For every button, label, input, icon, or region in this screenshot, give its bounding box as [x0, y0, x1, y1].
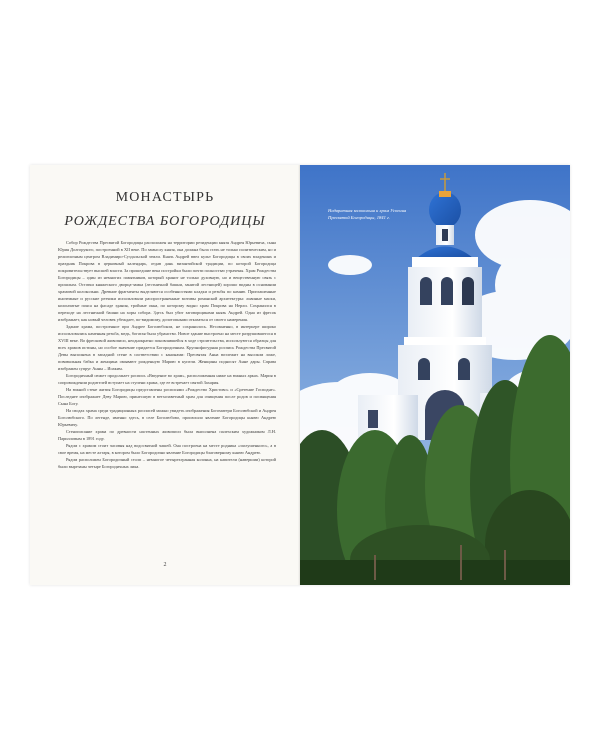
church-photo — [300, 165, 570, 585]
paragraph: Собор Рождества Пресвятой Богородицы расположен на территории резиденции князя Андрея Юрьевича, сына Юрия Долгорукого, построенной в XII веке. По замыслу князя, она должна была стать не только политическим, но и религиозным центром Владимиро-Суздальской земли. Князь Андрей ввел культ Богородицы в своих владениях и праздник Покрова в церковный календарь, отдав дань византийской традиции, по которой Богородица покровительствует высшей власти. За прошедшие века постройки были почти полностью утрачены. Храм Рождества Богородицы – один из немногих памятников, который хранит не только духовную, но и вещественную связь с прошлым. Остатки княжеского дворца-замка (лестничной башни, занятой лестницей) хорошо видны в основании храмовой колокольни. Древние фрагменты выделяются особенностями кладки и резьбы по камню. Приглашенные иноземные и русские резчики использовали распространенные мотивы романской архитектуры: львиные маски, колончатые пояса на фасаде здания, тройные окна, по которому видно храм Покрова на Нерли. Сохранился в переходе на лестничной башни на хоры собора. Здесь был убит заговорщиками князь Андрей. Одна из фресок изображает, как новый человек убеждает, по-видимому, допотопными отказаться от своего намерения. — [58, 240, 276, 322]
title-line-2: РОЖДЕСТВА БОГОРОДИЦЫ — [64, 214, 266, 229]
paragraph: Рядом с храмом стоит часовня над водосвятной чашей. Она построена на месте родника «заглушенного», а в свое время, на месте алтаря, в котором было Богородично явление Богородицы благоверному князю Андрею. — [58, 443, 276, 455]
left-page — [30, 165, 300, 585]
photo-caption: Надвратная колокольня и храм Успения Пресвятой Богородицы, 1841 г. — [328, 208, 407, 220]
right-page — [300, 165, 570, 585]
paragraph: На южной стене жития Богородицы представлены росписями «Рождество Христово» и «Сретение Господне». Последнее изображает Деву Марию, принесшую в ветхозаветный храм для очищения после родов и посвящения Сына Богу. — [58, 387, 276, 406]
page-title — [30, 190, 300, 230]
body-text — [58, 239, 276, 470]
page-number: 2 — [163, 562, 167, 568]
title-line-1: МОНАСТЫРЬ — [115, 190, 215, 205]
paragraph: На сводах храма среди традиционных росписей можно увидеть изображения Богоматери Боголюбской и Андрея Боголюбского. По легенде, именно здесь, в селе Боголюбово, произошло явление Богородицы князю Андрею Юрьевичу. — [58, 408, 276, 427]
paragraph: Здание храма, построенное при Андрее Боголюбском, не сохранилось. Несомненно, в интерьере широко использовались каменная резьба, медь, богатая была убранство. Новое здание выстроено на месте разрушившегося в XVIII веке. Во фресковой живописи, неоднократно поновлявшейся в ходе строительства, используются образцы для всех храмов истины, но особое значение придается Богородичным. Крупнофигурная роспись Рождества Пресвятой Девы выполнена в западной стене в соответствии с канонами: Пресвятая Анна возлежит на высоком ложе, повивальная бабка и женщина омывают рожденную Марию в купели. Женщины подносят Анне дары. Справа изображен супруг Анны – Иоаким. — [58, 324, 276, 371]
book-spread — [30, 165, 570, 585]
paragraph: Рядом расположен Богородичный столп – немногое четырехгранная колонна, на капители (навершии) которой были вырезаны четыре Богородичных лика. — [58, 457, 276, 469]
paragraph: Стенописание храма по древности настенных живописи была выполнена палехским художником Л.Н. Парилловым в 1891 году. — [58, 429, 276, 441]
paragraph: Богородичный сюжет продолжает роспись «Введение во храм», расположенная ниже на южных арках. Мария в сопровождении родителей вступает на ступени храма, где ее встречает святой Захария. — [58, 373, 276, 385]
